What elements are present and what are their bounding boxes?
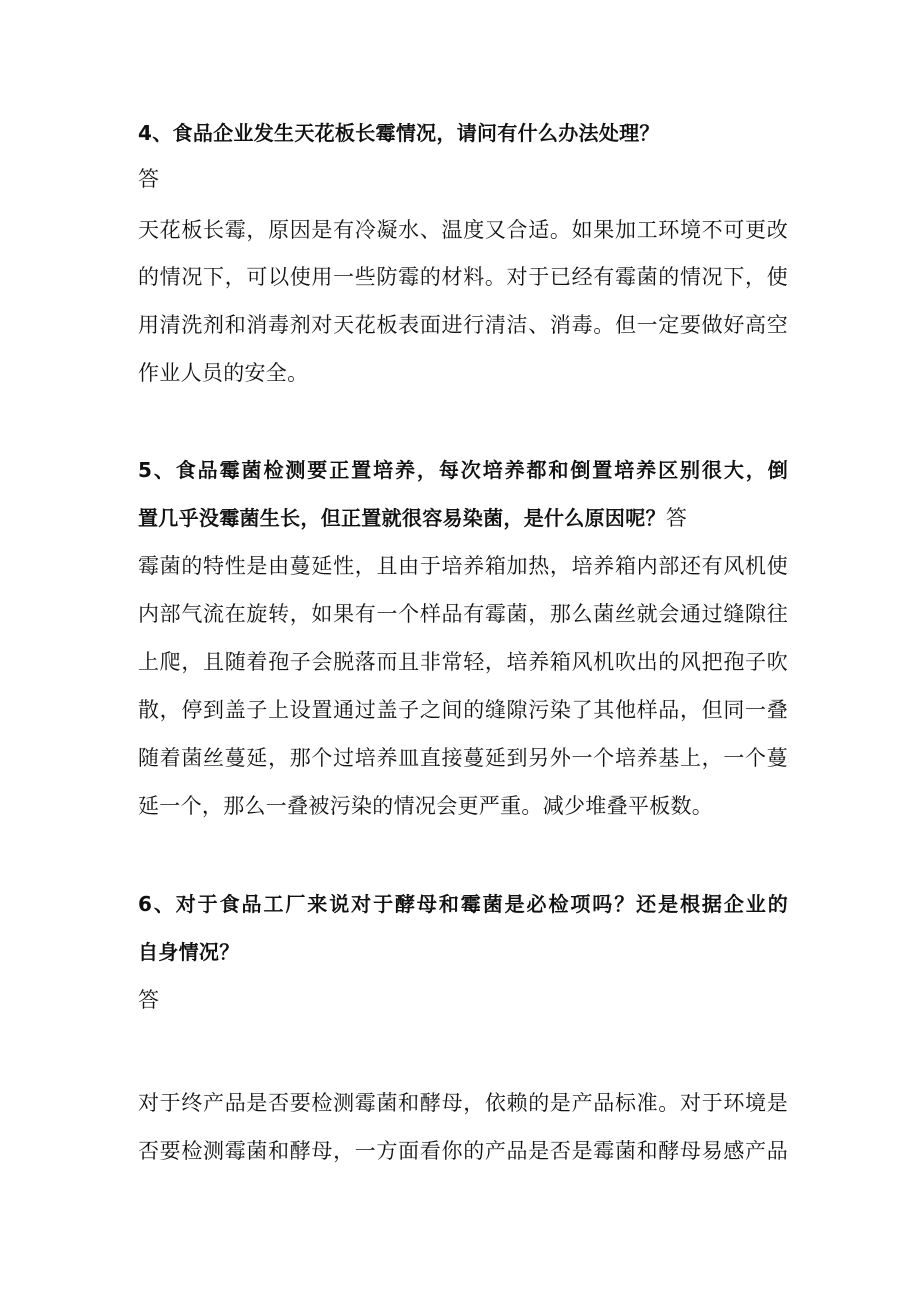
question-5-heading: 5、食品霉菌检测要正置培养，每次培养都和倒置培养区别很大，倒 xyxy=(138,458,788,482)
question-4-answer-label: 答 xyxy=(138,167,160,191)
question-5-heading-text: 置几乎没霉菌生长，但正置就很容易染菌，是什么原因呢？ xyxy=(138,506,666,530)
question-5-answer-line: 延一个，那么一叠被污染的情况会更严重。减少堆叠平板数。 xyxy=(138,794,714,818)
question-6-heading: 6、对于食品工厂来说对于酵母和霉菌是必检项吗？还是根据企业的 xyxy=(138,892,788,916)
question-5-answer-line: 上爬，且随着孢子会脱落而且非常轻，培养箱风机吹出的风把孢子吹 xyxy=(138,650,788,674)
question-6-answer-line: 否要检测霉菌和酵母，一方面看你的产品是否是霉菌和酵母易感产品 xyxy=(138,1139,788,1163)
question-5-answer-line: 内部气流在旋转，如果有一个样品有霉菌，那么菌丝就会通过缝隙往 xyxy=(138,602,788,626)
question-4-answer-line: 天花板长霉，原因是有冷凝水、温度又合适。如果加工环境不可更改 xyxy=(138,218,788,242)
question-6-heading-line-2: 自身情况？ xyxy=(138,940,240,964)
question-4-answer-line: 作业人员的安全。 xyxy=(138,361,309,385)
question-5-answer-line: 随着菌丝蔓延，那个过培养皿直接蔓延到另外一个培养基上，一个蔓 xyxy=(138,746,788,770)
question-4-answer-line: 的情况下，可以使用一些防霉的材料。对于已经有霉菌的情况下，使 xyxy=(138,265,788,289)
question-4-heading: 4、食品企业发生天花板长霉情况，请问有什么办法处理？ xyxy=(138,121,660,145)
question-6-answer-label: 答 xyxy=(138,988,160,1012)
question-6-answer-line: 对于终产品是否要检测霉菌和酵母，依赖的是产品标准。对于环境是 xyxy=(138,1091,788,1115)
question-5-heading-line-2 xyxy=(138,503,788,533)
question-5-answer-line: 散，停到盖子上设置通过盖子之间的缝隙污染了其他样品，但同一叠 xyxy=(138,698,788,722)
question-5-answer-label: 答 xyxy=(665,506,688,530)
question-5-answer-line: 霉菌的特性是由蔓延性，且由于培养箱加热，培养箱内部还有风机使 xyxy=(138,554,788,578)
question-4-answer-line: 用清洗剂和消毒剂对天花板表面进行清洁、消毒。但一定要做好高空 xyxy=(138,313,788,337)
